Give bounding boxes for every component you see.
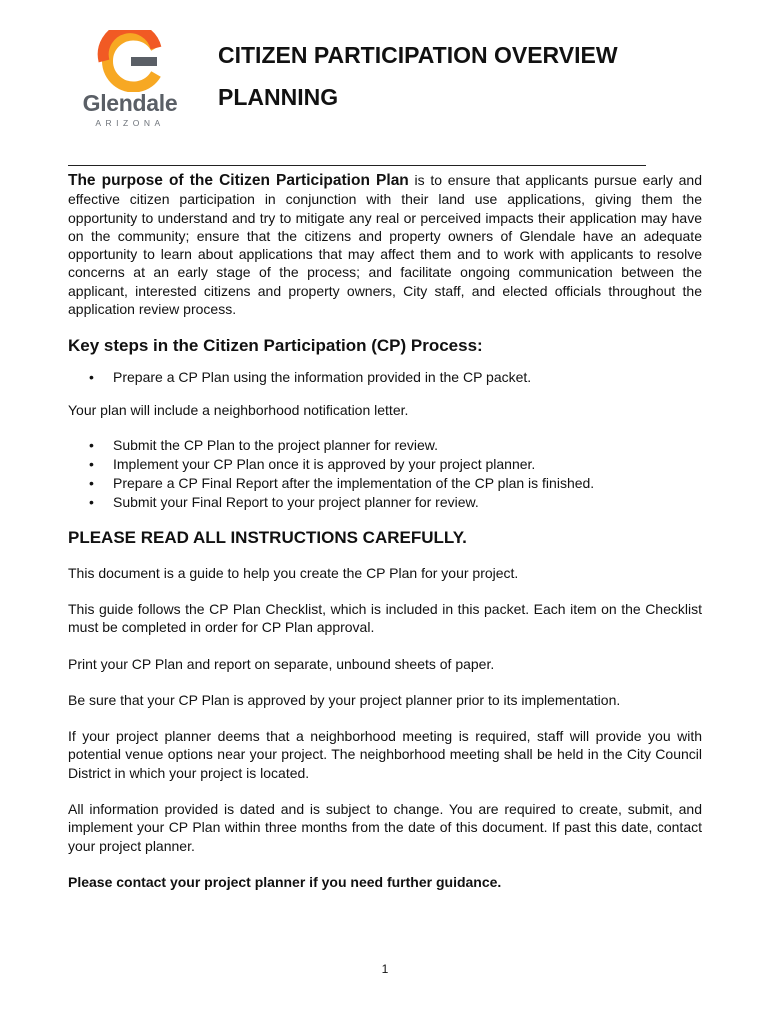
bullet-icon: •	[89, 474, 94, 491]
logo-subtext: ARIZONA	[95, 118, 165, 128]
closing-note: Please contact your project planner if you need further guidance.	[68, 873, 502, 890]
glendale-g-mark-icon	[74, 30, 186, 92]
instructions-heading: PLEASE READ ALL INSTRUCTIONS CAREFULLY.	[68, 527, 467, 547]
list-item: • Implement your CP Plan once it is approved by your project planner.	[89, 455, 536, 472]
bullet-icon: •	[89, 369, 94, 386]
key-steps-heading: Key steps in the Citizen Participation (CP) Process:	[68, 336, 483, 356]
header-divider	[68, 165, 646, 166]
instruction-paragraph: This document is a guide to help you create the CP Plan for your project.	[68, 564, 519, 581]
glendale-logo	[74, 30, 186, 132]
instruction-paragraph: If your project planner deems that a neighborhood meeting is required, staff will provide you with potential venue options near your project. The neighborhood meeting shall be held in the City Council District in which your project is located.	[68, 728, 702, 781]
bullet-icon: •	[89, 493, 94, 510]
page-title	[218, 34, 618, 118]
key-steps-list	[68, 436, 702, 512]
list-item: • Prepare a CP Plan using the information provided in the CP packet.	[89, 369, 532, 386]
list-item: • Submit your Final Report to your project planner for review.	[89, 493, 479, 510]
list-item: • Submit the CP Plan to the project planner for review.	[89, 436, 439, 453]
title-line-2: PLANNING	[218, 84, 339, 110]
key-steps-first-list	[68, 368, 702, 387]
page-number: 1	[381, 962, 389, 976]
bullet-icon: •	[89, 455, 94, 472]
list-item: • Prepare a CP Final Report after the implementation of the CP plan is finished.	[89, 474, 595, 491]
purpose-body: is to ensure that applicants pursue early and effective citizen participation in conjunction with their land use applications, giving them the opportunity to understand and try to mitigate any real or perceived impacts their application may have on the community; ensure that the citizens and property owners of Glendale have an adequate opportunity to learn about applications that may affect them and to work with applicants to resolve concerns at an early stage of the process; and facilitate ongoing communication between the applicant, interested citizens and property owners, City staff, and elected officials throughout the application review process.	[68, 172, 702, 318]
instruction-paragraph: Print your CP Plan and report on separate, unbound sheets of paper.	[68, 655, 495, 672]
purpose-lead: The purpose of the Citizen Participation Plan	[68, 172, 409, 189]
instruction-paragraph: Be sure that your CP Plan is approved by your project planner prior to its implementation.	[68, 691, 621, 708]
purpose-paragraph	[68, 171, 702, 318]
logo-wordmark: Glendale	[82, 90, 178, 116]
title-line-1: CITIZEN PARTICIPATION OVERVIEW	[218, 42, 618, 68]
notification-note: Your plan will include a neighborhood notification letter.	[68, 402, 409, 419]
instruction-paragraph: All information provided is dated and is subject to change. You are required to create, submit, and implement your CP Plan within three months from the date of this document. If past this date, contact your project planner.	[68, 801, 702, 854]
bullet-icon: •	[89, 436, 94, 453]
document-body	[68, 171, 702, 909]
instruction-paragraph: This guide follows the CP Plan Checklist, which is included in this packet. Each item on the Checklist must be completed in order for CP Plan approval.	[68, 600, 702, 636]
